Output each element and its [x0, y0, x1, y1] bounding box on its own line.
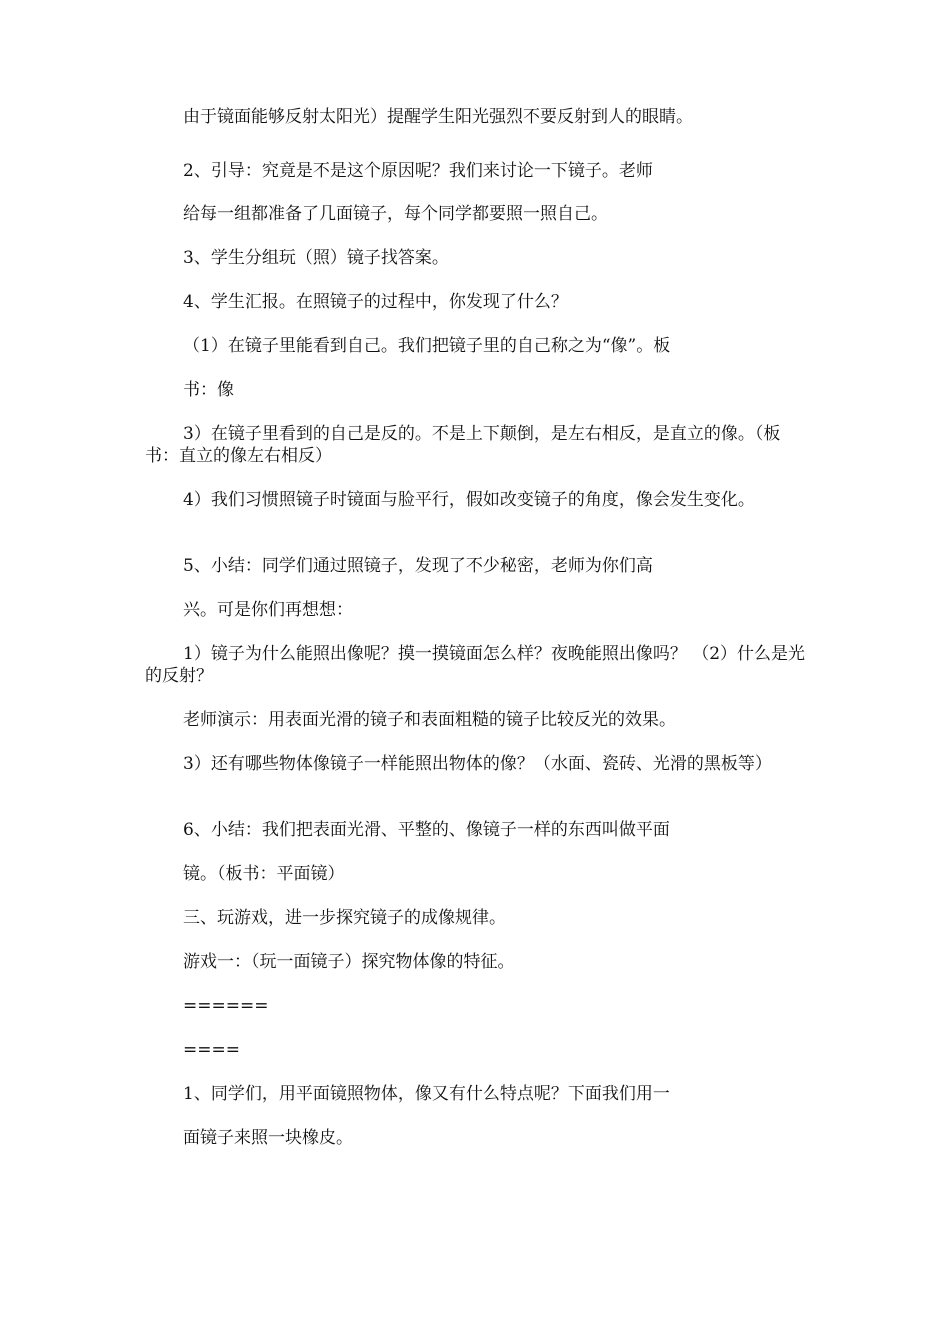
paragraph-18: 游戏一：（玩一面镜子）探究物体像的特征。	[183, 952, 515, 972]
paragraph-10: 5、小结：同学们通过照镜子，发现了不少秘密，老师为你们高	[183, 556, 653, 576]
paragraph-11: 兴。可是你们再想想：	[183, 600, 353, 620]
paragraph-7: 书：像	[183, 380, 234, 400]
paragraph-5: 4、学生汇报。在照镜子的过程中，你发现了什么？	[183, 292, 568, 312]
paragraph-20: 面镜子来照一块橡皮。	[183, 1128, 353, 1148]
paragraph-9: 4）我们习惯照镜子时镜面与脸平行，假如改变镜子的角度，像会发生变化。	[183, 490, 755, 510]
separator-line-2: ====	[183, 1040, 240, 1060]
paragraph-19: 1、同学们，用平面镜照物体，像又有什么特点呢？下面我们用一	[183, 1084, 670, 1104]
paragraph-8: 3）在镜子里看到的自己是反的。不是上下颠倒，是左右相反，是直立的像。（板书：直立的像左右相反）	[145, 424, 781, 466]
paragraph-12: 1）镜子为什么能照出像呢？摸一摸镜面怎么样？夜晚能照出像吗？ （2）什么是光的反射？	[145, 644, 806, 686]
paragraph-1: 由于镜面能够反射太阳光）提醒学生阳光强烈不要反射到人的眼睛。	[183, 107, 693, 127]
paragraph-15: 6、小结：我们把表面光滑、平整的、像镜子一样的东西叫做平面	[183, 820, 670, 840]
paragraph-16: 镜。（板书：平面镜）	[183, 864, 345, 884]
separator-line-1: ======	[183, 996, 269, 1016]
paragraph-6: （1）在镜子里能看到自己。我们把镜子里的自己称之为“像”。板	[183, 336, 671, 356]
paragraph-2: 2、引导：究竟是不是这个原因呢？我们来讨论一下镜子。老师	[183, 161, 653, 181]
paragraph-3: 给每一组都准备了几面镜子，每个同学都要照一照自己。	[183, 204, 608, 224]
paragraph-17: 三、玩游戏，进一步探究镜子的成像规律。	[183, 908, 506, 928]
paragraph-14: 3）还有哪些物体像镜子一样能照出物体的像？（水面、瓷砖、光滑的黑板等）	[183, 754, 772, 774]
paragraph-13: 老师演示：用表面光滑的镜子和表面粗糙的镜子比较反光的效果。	[183, 710, 676, 730]
paragraph-4: 3、学生分组玩（照）镜子找答案。	[183, 248, 449, 268]
